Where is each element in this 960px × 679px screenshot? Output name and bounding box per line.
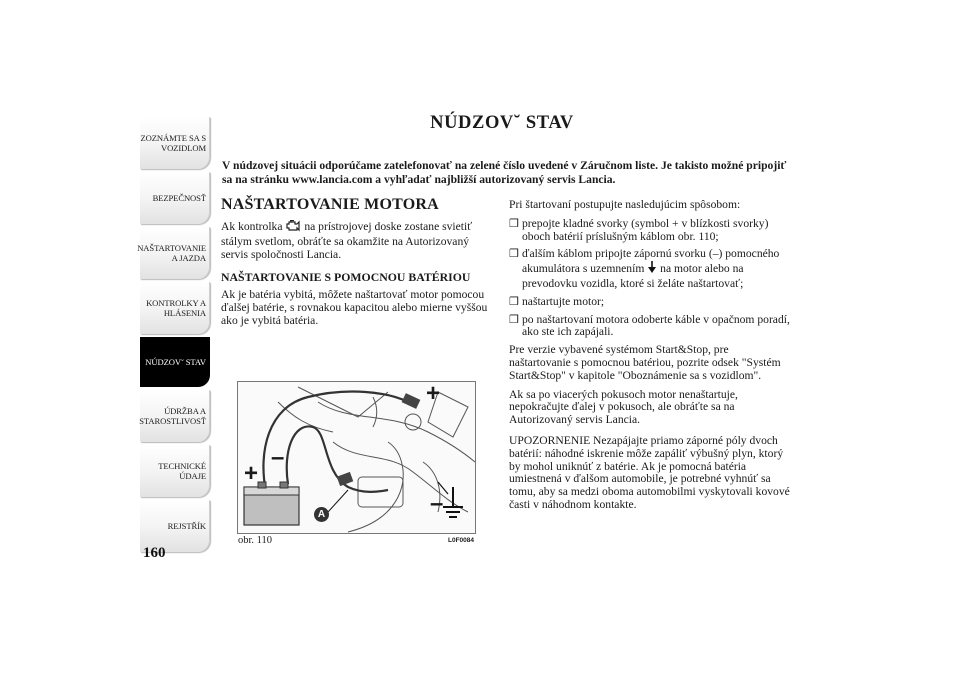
tab-starting-driving[interactable] — [137, 227, 210, 279]
checkbox-bullet-icon: ❒ — [509, 295, 519, 308]
list-item — [509, 314, 793, 340]
list-item-text: naštartujte motor; — [522, 294, 605, 308]
figure-caption: obr. 110 — [238, 535, 273, 546]
list-item-text: prepojte kladné svorky (symbol + v blízkosti svorky) oboch batérií príslušným káblom obr. 110; — [522, 216, 769, 243]
tab-vehicle-intro[interactable] — [140, 117, 210, 169]
tab-label: REJSTŘÍK — [167, 521, 206, 531]
tab-label: KONTROLKY A HLÁSENIA — [146, 298, 206, 318]
subsection-heading: NAŠTARTOVANIE S POMOCNOU BATÉRIOU — [221, 270, 471, 285]
procedure-lead: Pri štartovaní postupujte nasledujúcim spôsobom: — [509, 198, 741, 211]
warning-paragraph: UPOZORNENIE Nezapájajte priamo záporné póly dvoch batérií: náhodné iskrenie môže zapáliť výbušný plyn, ktorý by mohol uniknúť z batérie. Ak je pomocná batéria umiestnená v ďalšom automobile, je potrebné vyhnúť sa tomu, aby sa medzi oboma automobilmi vyskytovali kovové časti v náhodnom kontakte. — [509, 433, 790, 511]
tab-label: NÚDZOV˘ STAV — [145, 357, 206, 367]
list-item-text-end: na motor alebo na prevodovku vozidla, ktoré si želáte naštartovať; — [522, 262, 744, 290]
list-item-text-start: ďalším káblom pripojte zápornú svorku (–) pomocného akumulátora s uzemnením — [522, 247, 780, 276]
page-number: 160 — [143, 545, 166, 561]
list-item — [509, 248, 793, 290]
ground-symbol-icon — [647, 261, 657, 278]
tab-label: NAŠTARTOVANIE A JAZDA — [137, 243, 206, 263]
left-column — [221, 196, 491, 334]
right-column — [509, 199, 793, 518]
callout-a-label: A — [317, 509, 326, 520]
minus-sign-ground: – — [430, 490, 444, 517]
tab-label: TECHNICKÉ ÚDAJE — [158, 461, 206, 481]
tab-safety[interactable] — [140, 172, 210, 224]
paragraph-text-end: na prístrojovej doske zostane svietiť stálym svetlom, obráťte sa okamžite na Autorizovaný servis spoločnosti Lancia. — [221, 220, 473, 261]
tab-technical-data[interactable] — [140, 445, 210, 497]
battery-drawing — [244, 482, 299, 525]
tab-label: ÚDRŽBA A STAROSTLIVOSŤ — [139, 406, 206, 426]
engine-light-paragraph — [221, 220, 491, 261]
figure-code: L0F0084 — [448, 537, 475, 544]
section-heading: NAŠTARTOVANIE MOTORA — [221, 196, 439, 213]
plus-sign-car: + — [426, 381, 441, 407]
checkbox-bullet-icon: ❒ — [509, 313, 519, 326]
tab-maintenance[interactable] — [140, 390, 210, 442]
callout-a — [314, 507, 329, 522]
jump-start-paragraph: Ak je batéria vybitá, môžete naštartovať motor pomocou ďalšej batérie, s rovnakou kapacitou alebo mierne vyššou ako je vybitá batéria. — [221, 288, 488, 327]
retry-paragraph: Ak sa po viacerých pokusoch motor nenaštartuje, nepokračujte ďalej v pokusoch, ale obráťte sa na Autorizovaný servis Lancia. — [509, 387, 738, 427]
list-item-text: po naštartovaní motora odoberte káble v opačnom poradí, ako ste ich zapájali. — [522, 312, 790, 339]
sidebar-nav — [137, 117, 210, 555]
tab-label: ZOZNÁMTE SA S VOZIDLOM — [140, 133, 206, 153]
list-item — [509, 218, 793, 244]
engine-warning-icon — [285, 220, 301, 236]
paragraph-text-start: Ak kontrolka — [221, 220, 283, 233]
list-item — [509, 296, 793, 309]
page-title: NÚDZOV˘ STAV — [430, 113, 574, 133]
start-stop-paragraph: Pre verzie vybavené systémom Start&Stop, pre naštartovanie s pomocnou batériou, pozrite odsek "Systém Start&Stop" v kapitole "Oboznámenie sa s vozidlom". — [509, 343, 781, 382]
tab-warning-lights[interactable] — [140, 282, 210, 334]
plus-sign-battery: + — [244, 460, 259, 487]
checkbox-bullet-icon: ❒ — [509, 248, 519, 261]
minus-sign-battery: – — [271, 444, 285, 471]
jump-start-figure — [237, 381, 476, 534]
intro-paragraph: V núdzovej situácii odporúčame zatelefonovať na zelené číslo uvedené v Záručnom liste. Je takisto možné pripojiť sa na stránku www.lancia.com a vyhľadať najbližší autorizovaný servis Lancia. — [222, 159, 787, 186]
checkbox-bullet-icon: ❒ — [509, 217, 519, 230]
tab-label: BEZPEČNOSŤ — [152, 193, 206, 203]
tab-emergency[interactable] — [140, 337, 210, 387]
